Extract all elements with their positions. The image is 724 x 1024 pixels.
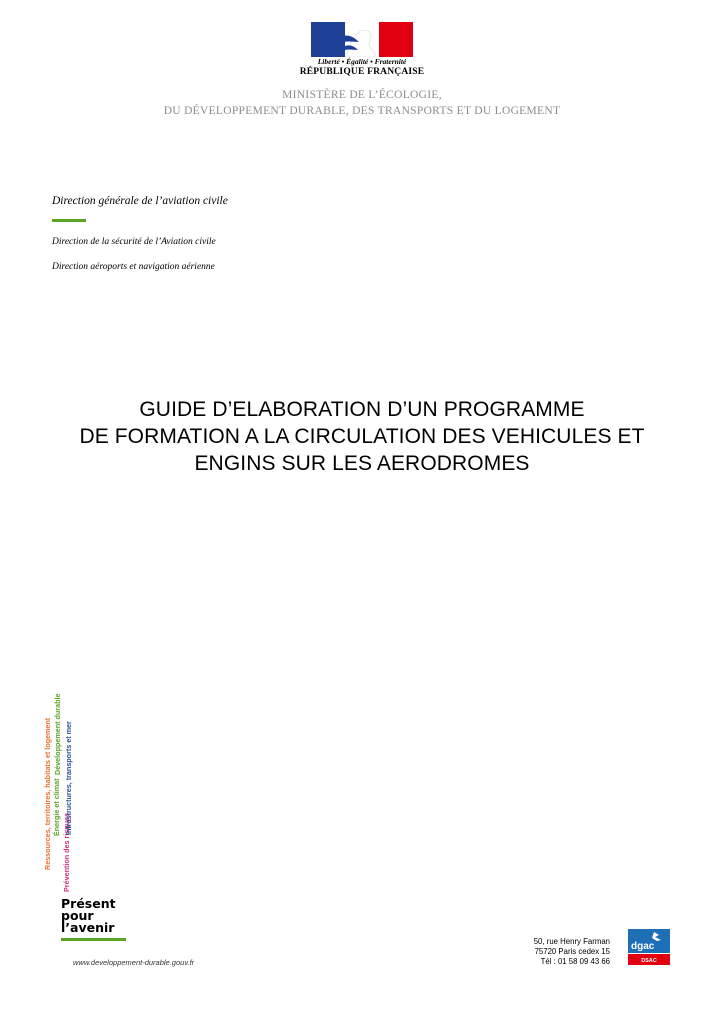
slogan-risk-prevention: Prévention des risques bbox=[62, 812, 71, 892]
slogan-resources: Ressources, territoires, habitats et logement bbox=[43, 717, 52, 870]
present-underline bbox=[61, 938, 126, 941]
republic-name: RÉPUBLIQUE FRANÇAISE bbox=[299, 67, 425, 77]
slogan-energy: Énergie et climat bbox=[52, 778, 61, 836]
marianne-profile-icon bbox=[345, 22, 379, 57]
flag-white-band bbox=[345, 22, 379, 57]
present-line-3: l’avenir bbox=[61, 920, 115, 935]
sub-directorate-1: Direction de la sécurité de l’Aviation civile bbox=[52, 237, 216, 247]
address-street: 50, rue Henry Farman bbox=[533, 937, 610, 946]
website-link[interactable]: www.developpement-durable.gouv.fr bbox=[73, 958, 195, 967]
title-line-1: GUIDE D’ELABORATION D’UN PROGRAMME bbox=[139, 398, 585, 421]
dgac-logo bbox=[628, 929, 670, 965]
dgac-name: dgac bbox=[631, 941, 655, 952]
present-line-2: pour bbox=[61, 908, 94, 923]
republic-motto: Liberté • Égalité • Fraternité bbox=[317, 57, 407, 66]
directorate-general: Direction générale de l’aviation civile bbox=[52, 195, 228, 207]
dgac-sub: DSAC bbox=[641, 958, 657, 964]
title-line-3: ENGINS SUR LES AERODROMES bbox=[194, 452, 530, 475]
present-pour-avenir-logo bbox=[61, 898, 116, 934]
green-divider bbox=[52, 219, 86, 222]
flag-blue-band bbox=[311, 22, 345, 57]
ministry-line-1: MINISTÈRE DE L’ÉCOLOGIE, bbox=[282, 89, 442, 101]
ministry-line-2: DU DÉVELOPPEMENT DURABLE, DES TRANSPORTS ET DU LOGEMENT bbox=[163, 105, 561, 117]
flag-red-band bbox=[379, 22, 413, 57]
slogan-infrastructure: Infrastructures, transports et mer bbox=[64, 721, 73, 835]
republic-flag-logo bbox=[311, 22, 413, 57]
address-phone: Tél : 01 58 09 43 66 bbox=[540, 957, 610, 966]
address-city: 75720 Paris cedex 15 bbox=[534, 947, 610, 956]
sub-directorate-2: Direction aéroports et navigation aérienne bbox=[52, 262, 215, 272]
present-line-1: Présent bbox=[61, 896, 116, 911]
title-line-2: DE FORMATION A LA CIRCULATION DES VEHICULES ET bbox=[79, 425, 645, 448]
slogan-sustainable-dev: Développement durable bbox=[53, 693, 62, 775]
